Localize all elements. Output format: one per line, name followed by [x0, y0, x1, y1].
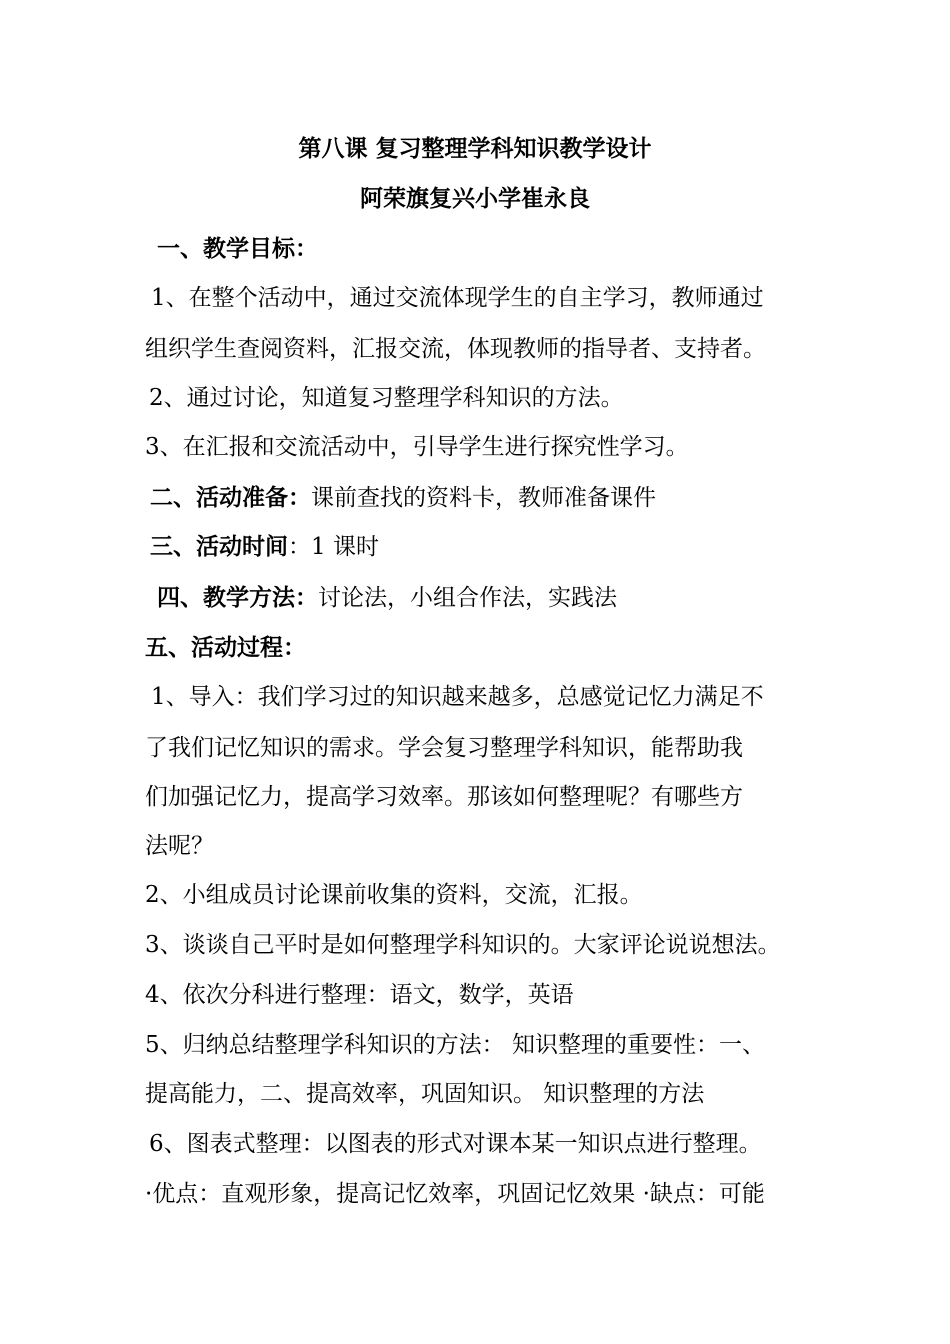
document-author: 阿荣旗复兴小学崔永良 [360, 186, 590, 212]
paragraph-line: 了我们记忆知识的需求。学会复习整理学科知识，能帮助我 [145, 735, 743, 761]
paragraph-line: 5、归纳总结整理学科知识的方法： 知识整理的重要性：一、 [145, 1032, 765, 1058]
section-heading-preparation: 二、活动准备： [150, 485, 311, 511]
paragraph-line: 4、依次分科进行整理：语文，数学，英语 [145, 982, 574, 1008]
section-text-methods: 讨论法，小组合作法，实践法 [318, 585, 617, 611]
paragraph-line: 2、小组成员讨论课前收集的资料，交流，汇报。 [145, 882, 643, 908]
document-title: 第八课 复习整理学科知识教学设计 [298, 136, 652, 162]
paragraph-line: 1、在整个活动中，通过交流体现学生的自主学习，教师通过 [151, 285, 764, 311]
section-heading-objectives: 一、教学目标： [157, 236, 318, 262]
paragraph-line: 组织学生查阅资料，汇报交流，体现教师的指导者、支持者。 [145, 336, 766, 362]
section-text-time: ：1 课时 [288, 534, 379, 560]
section-time [150, 532, 379, 562]
section-methods [157, 583, 617, 613]
section-preparation [150, 483, 656, 513]
paragraph-line: 3、在汇报和交流活动中，引导学生进行探究性学习。 [145, 434, 689, 460]
paragraph-line: 3、谈谈自己平时是如何整理学科知识的。大家评论说说想法。 [145, 932, 781, 958]
section-heading-time: 三、活动时间 [150, 534, 288, 560]
paragraph-line: 法呢？ [145, 833, 214, 859]
paragraph-line: 们加强记忆力，提高学习效率。那该如何整理呢？有哪些方 [145, 784, 743, 810]
paragraph-line: ·优点：直观形象，提高记忆效率，巩固记忆效果 ·缺点：可能 [145, 1181, 765, 1207]
section-heading-methods: 四、教学方法： [157, 585, 318, 611]
paragraph-line: 提高能力，二、提高效率，巩固知识。 知识整理的方法 [145, 1081, 705, 1107]
section-heading-process: 五、活动过程： [145, 635, 306, 661]
section-text-preparation: 课前查找的资料卡，教师准备课件 [311, 485, 656, 511]
paragraph-line: 1、导入：我们学习过的知识越来越多，总感觉记忆力满足不 [151, 684, 764, 710]
paragraph-line: 6、图表式整理：以图表的形式对课本某一知识点进行整理。 [149, 1131, 762, 1157]
paragraph-line: 2、通过讨论，知道复习整理学科知识的方法。 [149, 385, 624, 411]
